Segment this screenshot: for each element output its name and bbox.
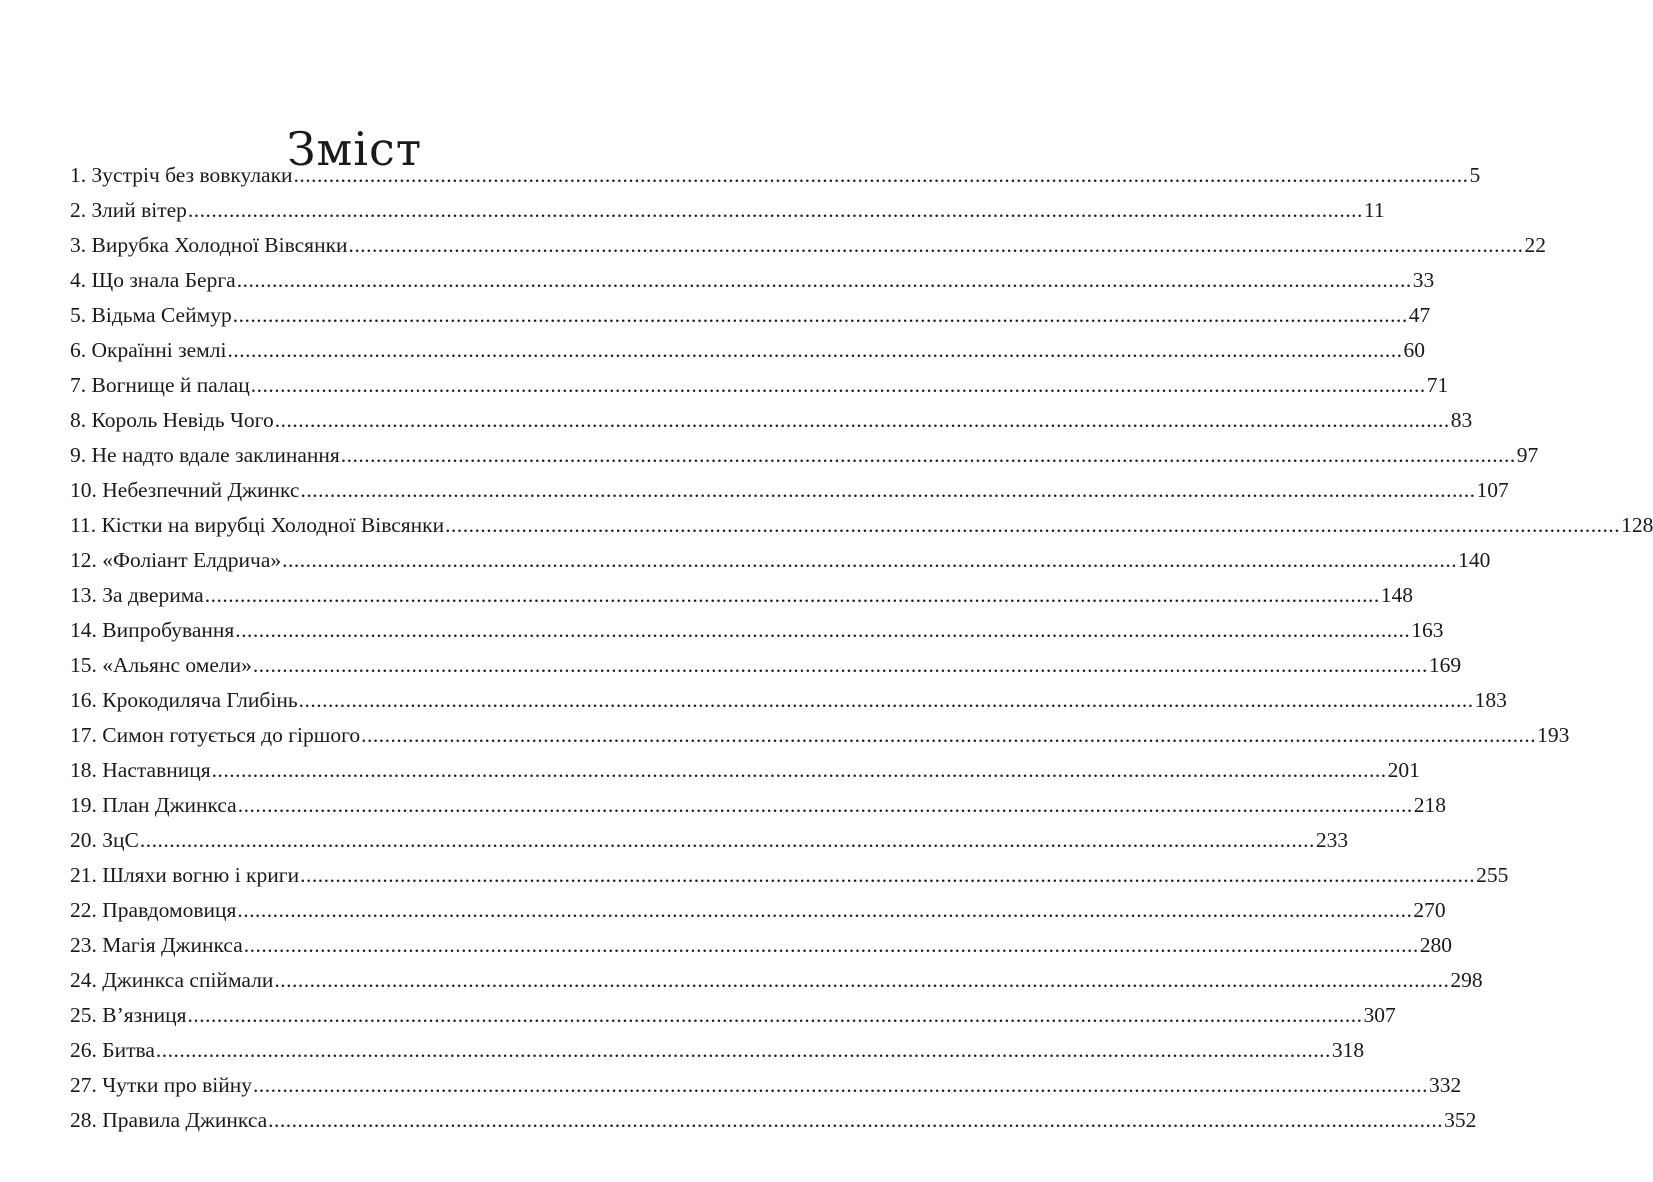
toc-entry-page-number: 148 [1380,583,1413,607]
toc-entry-page-number: 332 [1428,1073,1462,1097]
toc-entry-page-number: 218 [1413,793,1446,817]
toc-entry [70,578,1413,613]
toc-entry-title: 19. План Джинкса [70,793,237,817]
page-title: Зміст [286,121,423,176]
toc-entry-page-number: 107 [1476,478,1509,502]
toc-entry-page-number: 97 [1516,443,1539,467]
toc-entry [70,158,1481,193]
toc-entry-title: 3. Вирубка Холодної Вівсянки [70,233,348,257]
toc-entry-title: 11. Кістки на вирубці Холодної Вівсянки [70,513,445,537]
toc-entry [70,928,1453,963]
dot-leader: ........................................................................................................................................................................................................ [187,198,1363,222]
toc-entry [70,543,1491,578]
dot-leader: ........................................................................................................................................................................................................ [268,1108,1444,1132]
toc-entry-title: 12. «Фоліант Елдрича» [70,548,282,572]
toc-entry-title: 10. Небезпечний Джинкс [70,478,300,502]
toc-entry-page-number: 193 [1537,723,1570,747]
toc-entry-page-number: 140 [1458,548,1491,572]
dot-leader: ........................................................................................................................................................................................................ [236,268,1412,292]
dot-leader: ........................................................................................................................................................................................................ [232,303,1408,327]
toc-entry [70,228,1547,263]
dot-leader: ........................................................................................................................................................................................................ [252,653,1428,677]
toc-entry [70,963,1483,998]
toc-entry [70,508,1653,543]
dot-leader: ........................................................................................................................................................................................................ [274,968,1450,992]
toc-entry-title: 18. Наставниця [70,758,211,782]
toc-entry [70,1033,1365,1068]
dot-leader: ........................................................................................................................................................................................................ [187,1003,1363,1027]
dot-leader: ........................................................................................................................................................................................................ [340,443,1516,467]
toc-entry-page-number: 22 [1524,233,1547,257]
toc-entry [70,998,1396,1033]
dot-leader: ........................................................................................................................................................................................................ [293,163,1469,187]
dot-leader: ........................................................................................................................................................................................................ [243,933,1419,957]
toc-entry-page-number: 71 [1426,373,1449,397]
toc-entry-title: 14. Випробування [70,618,235,642]
toc-entry-title: 25. В’язниця [70,1003,187,1027]
toc-entry-page-number: 5 [1469,163,1481,187]
dot-leader: ........................................................................................................................................................................................................ [274,408,1450,432]
dot-leader: ........................................................................................................................................................................................................ [227,338,1403,362]
toc-entry-page-number: 255 [1476,863,1509,887]
toc-entry-title: 23. Магія Джинкса [70,933,243,957]
toc-entry [70,858,1509,893]
dot-leader: ........................................................................................................................................................................................................ [282,548,1458,572]
toc-entry-title: 22. Правдомовиця [70,898,237,922]
dot-leader: ........................................................................................................................................................................................................ [250,373,1426,397]
toc-entry [70,298,1431,333]
toc-entry [70,823,1349,858]
dot-leader: ........................................................................................................................................................................................................ [204,583,1380,607]
dot-leader: ........................................................................................................................................................................................................ [252,1073,1428,1097]
dot-leader: ........................................................................................................................................................................................................ [361,723,1537,747]
toc-entry-page-number: 201 [1387,758,1420,782]
toc-entry-title: 16. Крокодиляча Глибінь [70,688,298,712]
table-of-contents [70,158,1653,1138]
dot-leader: ........................................................................................................................................................................................................ [155,1038,1331,1062]
toc-entry [70,648,1462,683]
toc-entry-title: 5. Відьма Сеймур [70,303,232,327]
toc-entry-page-number: 183 [1474,688,1507,712]
toc-entry-title: 24. Джинкса спіймали [70,968,274,992]
toc-entry-page-number: 352 [1444,1108,1477,1132]
toc-entry-title: 2. Злий вітер [70,198,187,222]
toc-entry-title: 26. Битва [70,1038,155,1062]
toc-entry-page-number: 318 [1331,1038,1365,1062]
toc-entry-title: 27. Чутки про війну [70,1073,252,1097]
toc-entry-title: 1. Зустріч без вовкулаки [70,163,293,187]
toc-entry [70,438,1539,473]
toc-entry [70,333,1425,368]
toc-entry-page-number: 33 [1412,268,1435,292]
toc-entry-page-number: 128 [1621,513,1653,537]
toc-entry-page-number: 60 [1403,338,1425,362]
toc-entry-title: 17. Симон готується до гіршого [70,723,361,747]
toc-entry [70,893,1446,928]
dot-leader: ........................................................................................................................................................................................................ [300,863,1476,887]
toc-entry-title: 15. «Альянс омели» [70,653,252,677]
toc-entry [70,718,1570,753]
toc-entry-title: 20. ЗцС [70,828,139,852]
toc-entry [70,1103,1477,1138]
toc-entry-page-number: 163 [1411,618,1444,642]
dot-leader: ........................................................................................................................................................................................................ [211,758,1387,782]
toc-entry-page-number: 307 [1363,1003,1396,1027]
toc-entry-title: 28. Правила Джинкса [70,1108,268,1132]
toc-entry-page-number: 233 [1315,828,1349,852]
dot-leader: ........................................................................................................................................................................................................ [298,688,1474,712]
dot-leader: ........................................................................................................................................................................................................ [139,828,1315,852]
toc-entry-title: 9. Не надто вдале заклинання [70,443,340,467]
toc-entry-title: 13. За дверима [70,583,204,607]
toc-entry-title: 8. Король Невідь Чого [70,408,274,432]
toc-entry-page-number: 280 [1419,933,1453,957]
toc-entry-page-number: 270 [1413,898,1446,922]
toc-entry [70,1068,1462,1103]
toc-entry-page-number: 47 [1408,303,1431,327]
dot-leader: ........................................................................................................................................................................................................ [237,793,1413,817]
toc-entry-page-number: 298 [1450,968,1483,992]
toc-entry [70,473,1509,508]
dot-leader: ........................................................................................................................................................................................................ [300,478,1476,502]
toc-entry [70,193,1385,228]
toc-entry-title: 21. Шляхи вогню і криги [70,863,300,887]
toc-entry [70,753,1420,788]
dot-leader: ........................................................................................................................................................................................................ [235,618,1411,642]
toc-entry-page-number: 83 [1450,408,1473,432]
toc-entry [70,613,1444,648]
toc-entry-title: 7. Вогнище й палац [70,373,250,397]
dot-leader: ........................................................................................................................................................................................................ [348,233,1524,257]
toc-entry-title: 6. Окраїнні землі [70,338,227,362]
toc-entry [70,263,1435,298]
toc-entry-title: 4. Що знала Берга [70,268,236,292]
toc-entry-page-number: 169 [1428,653,1462,677]
toc-entry [70,403,1473,438]
toc-entry [70,788,1446,823]
toc-entry-page-number: 11 [1363,198,1385,222]
dot-leader: ........................................................................................................................................................................................................ [445,513,1621,537]
toc-entry [70,683,1507,718]
toc-entry [70,368,1449,403]
dot-leader: ........................................................................................................................................................................................................ [237,898,1413,922]
